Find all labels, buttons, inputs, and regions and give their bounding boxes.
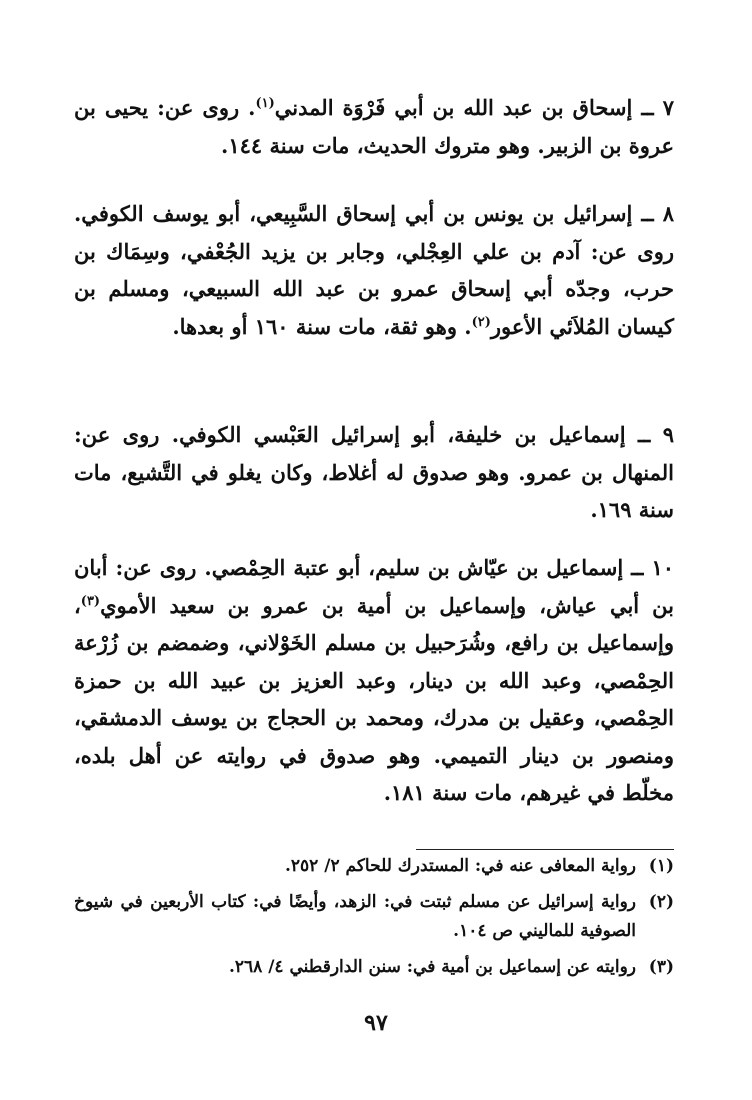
footnote-number: (١) <box>648 856 674 876</box>
footnote-number: (٣) <box>648 957 674 977</box>
footnotes <box>74 852 674 989</box>
footnote-2 <box>74 888 674 946</box>
entry-10: ١٠ ــ إسماعيل بن عيّاش بن سليم، أبو عتبة الحِمْصي. روى عن: أبان بن أبي عياش، وإسماعيل بن أمية بن عمرو بن سعيد الأموي$^{(٣)}$، وإسماعيل بن رافع، وشُرَحبيل بن مسلم الخَوْلاني، وضمضم بن زُرْعة الحِمْصي، وعبد الله بن دينار، وعبد العزيز بن عبيد الله بن حمزة الحِمْصي، وعقيل بن مدرك، ومحمد بن الحجاج بن يوسف الدمشقي، ومنصور بن دينار التميمي. وهو صدوق في روايته عن أهل بلده، مخلّط في غيرهم، مات سنة ١٨١. <box>74 555 674 805</box>
footnote-text: رواية المعافى عنه في: المستدرك للحاكم ٢/ ٢٥٢. <box>284 856 636 876</box>
entry-8: ٨ ــ إسرائيل بن يونس بن أبي إسحاق السَّبِيعي، أبو يوسف الكوفي. روى عن: آدم بن علي العِجْلي، وجابر بن يزيد الجُعْفي، وسِمَاك بن حرب، وجدّه أبي إسحاق عمرو بن عبد الله السبيعي، ومسلم بن كيسان المُلاَئي الأعور$^{(٢)}$. وهو ثقة، مات سنة ١٦٠ أو بعدها. <box>74 201 674 339</box>
footnote-number: (٢) <box>648 892 674 912</box>
footnote-text: رواية إسرائيل عن مسلم ثبتت في: الزهد، وأيضًا في: كتاب الأربعين في شيوخ الصوفية للماليني ص ١٠٤. <box>74 892 636 941</box>
footnote-3 <box>74 953 674 982</box>
entry-9: ٩ ــ إسماعيل بن خليفة، أبو إسرائيل العَبْسي الكوفي. روى عن: المنهال بن عمرو. وهو صدوق له أغلاط، وكان يغلو في التَّشيع، مات سنة ١٦٩. <box>74 422 674 522</box>
footnote-1 <box>74 852 674 881</box>
entry-7: ٧ ــ إسحاق بن عبد الله بن أبي فَرْوَة المدني$^{(١)}$. روى عن: يحيى بن عروة بن الزبير. وهو متروك الحديث، مات سنة ١٤٤. <box>74 95 674 158</box>
footnote-separator <box>416 849 674 850</box>
page-number: ٩٧ <box>364 1010 388 1036</box>
footnote-text: روايته عن إسماعيل بن أمية في: سنن الدارقطني ٤/ ٢٦٨. <box>228 957 636 977</box>
